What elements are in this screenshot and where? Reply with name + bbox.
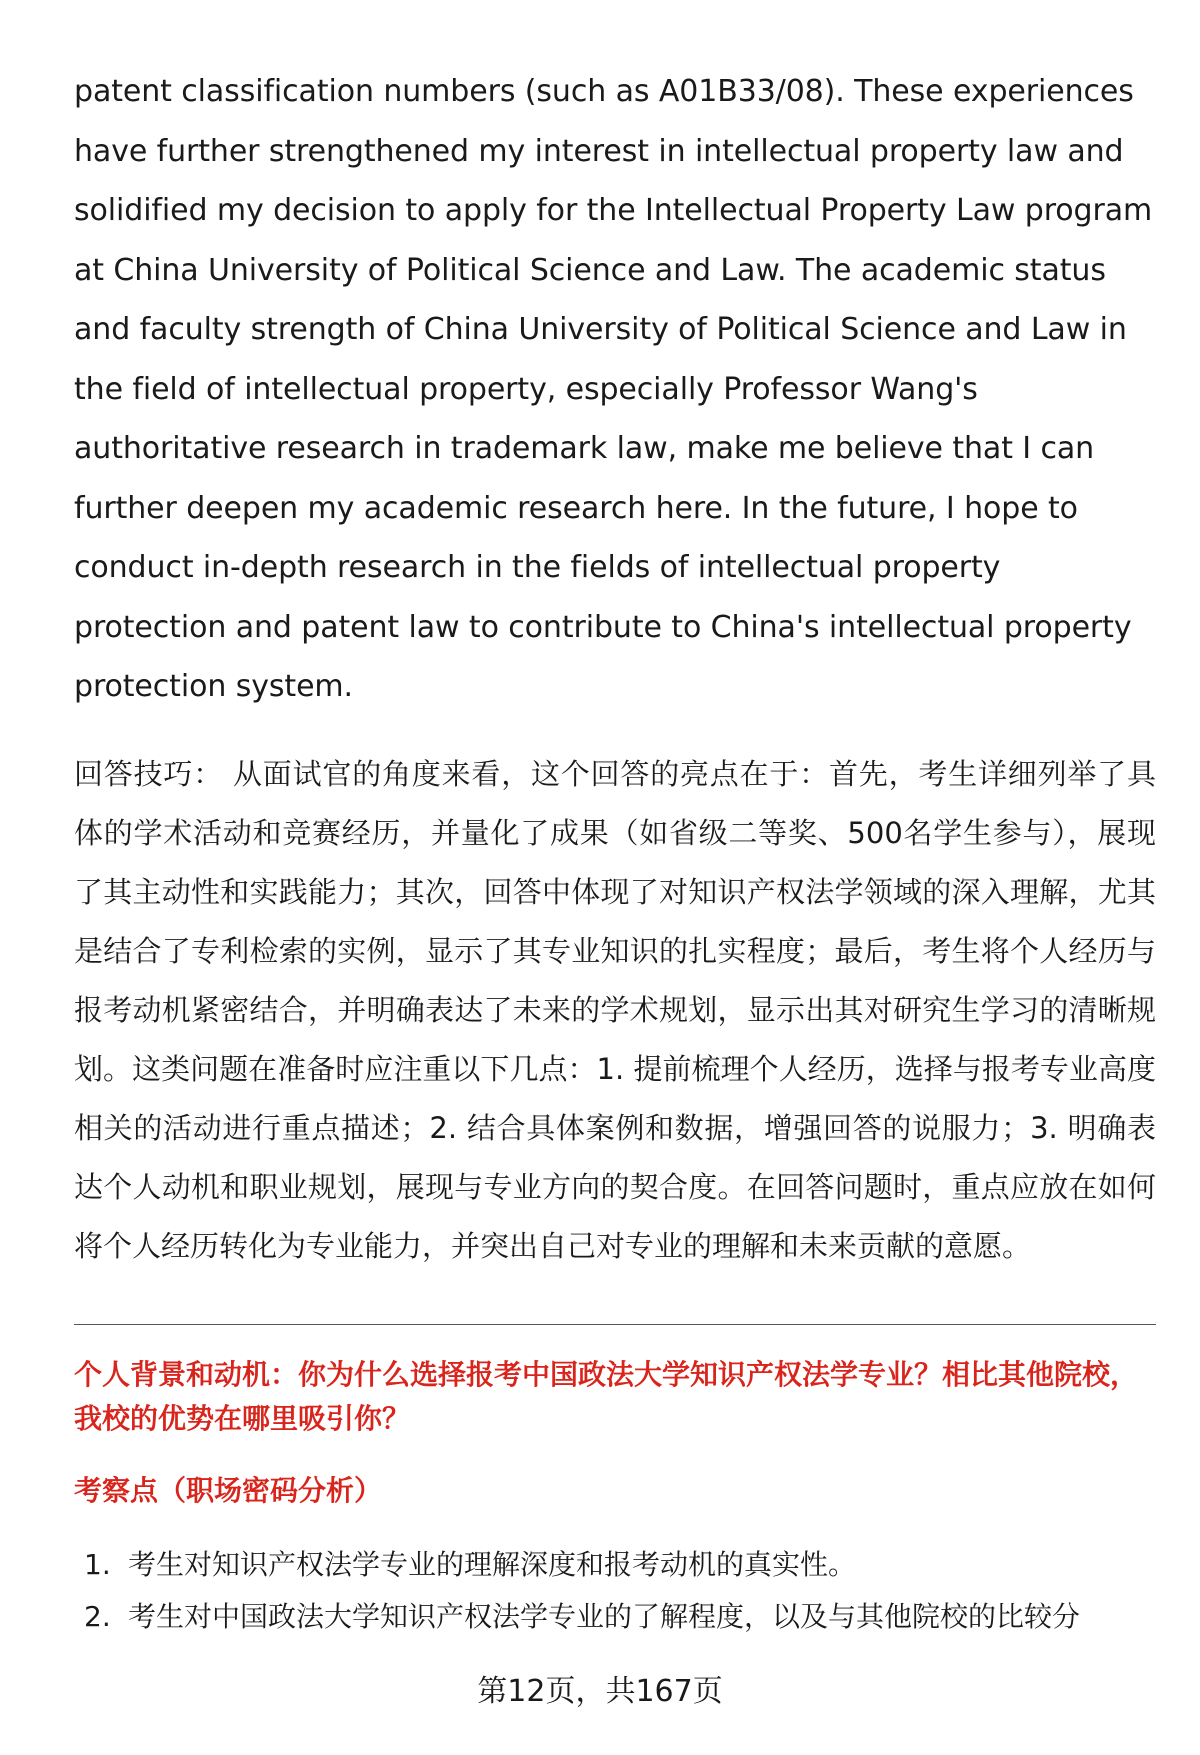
answer-tips-paragraph: 回答技巧： 从面试官的角度来看，这个回答的亮点在于：首先，考生详细列举了具体的学术活动和竞赛经历，并量化了成果（如省级二等奖、500名学生参与），展现了其主动性和实践能力；其次，回答中体现了对知识产权法学领域的深入理解，尤其是结合了专利检索的实例，显示了其专业知识的扎实程度；最后，考生将个人经历与报考动机紧密结合，并明确表达了未来的学术规划，显示出其对研究生学习的清晰规划。这类问题在准备时应注重以下几点：1. 提前梳理个人经历，选择与报考专业高度相关的活动进行重点描述；2. 结合具体案例和数据，增强回答的说服力；3. 明确表达个人动机和职业规划，展现与专业方向的契合度。在回答问题时，重点应放在如何将个人经历转化为专业能力，并突出自己对专业的理解和未来贡献的意愿。 bbox=[74, 756, 1156, 1263]
english-answer-paragraph: patent classification numbers (such as A01B33/08). These experiences have further strengthened my interest in intellectual property law and solidified my decision to apply for the Intellectual Property Law program at China University of Political Science and Law. The academic status and faculty strength of China University of Political Science and Law in the field of intellectual property, especially Professor Wang's authoritative research in trademark law, make me believe that I can further deepen my academic research here. In the future, I hope to conduct in-depth research in the fields of intellectual property protection and patent law to contribute to China's intellectual property protection system. bbox=[74, 74, 1153, 704]
list-item-number: 2. bbox=[84, 1599, 111, 1633]
assessment-points-heading: 考察点（职场密码分析） bbox=[74, 1473, 383, 1507]
list-item-text: 考生对中国政法大学知识产权法学专业的了解程度，以及与其他院校的比较分 bbox=[128, 1599, 1081, 1633]
list-item bbox=[74, 1591, 1156, 1643]
question-heading: 个人背景和动机：你为什么选择报考中国政法大学知识产权法学专业？相比其他院校，我校的优势在哪里吸引你？ bbox=[74, 1357, 1139, 1435]
list-item-text: 考生对知识产权法学专业的理解深度和报考动机的真实性。 bbox=[128, 1547, 857, 1581]
list-item bbox=[74, 1539, 1156, 1591]
section-divider bbox=[74, 1324, 1156, 1325]
page-number-footer: 第12页，共167页 bbox=[0, 1672, 1200, 1712]
assessment-points-list bbox=[74, 1539, 1156, 1643]
list-item-number: 1. bbox=[84, 1547, 111, 1581]
document-page bbox=[74, 62, 1156, 1643]
